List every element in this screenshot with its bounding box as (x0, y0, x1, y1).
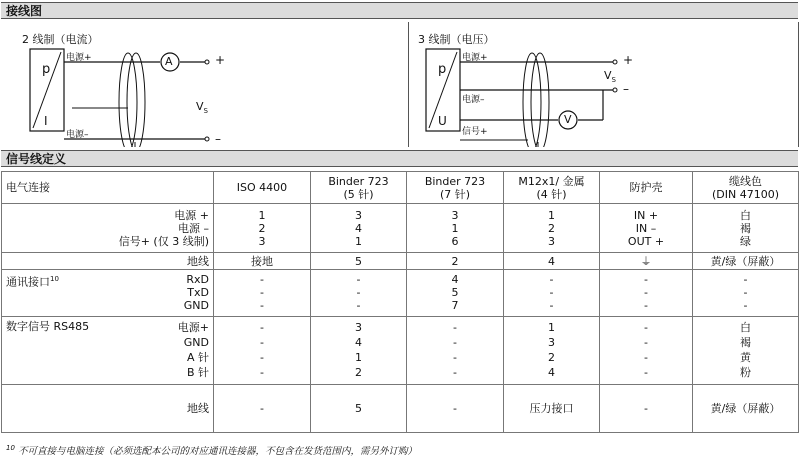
three-wire-signal-plus: 信号+ (462, 127, 488, 137)
header-shell: 防护壳 (600, 172, 693, 204)
three-wire-minus: – (623, 82, 629, 96)
two-wire-power-plus: 电源+ (66, 53, 92, 63)
comm-color: - - - (693, 270, 799, 317)
header-connection: 电气连接 (2, 172, 214, 204)
ground-iso: 接地 (214, 253, 311, 270)
ground-m12: 4 (504, 253, 600, 270)
three-wire-diagram (408, 22, 799, 147)
two-wire-box-top: p (42, 62, 51, 77)
voltmeter-symbol: V (564, 113, 572, 126)
table-row-rs485 (2, 317, 799, 385)
three-wire-power-plus: 电源+ (462, 53, 488, 63)
header-cable-color: 缆线色 (DIN 47100) (693, 172, 799, 204)
comm-pins: RxD TxD GND (183, 273, 209, 312)
ground2-binder7: - (407, 385, 504, 433)
three-wire-plus: + (623, 53, 634, 67)
ground-symbol-icon: ⏚ (600, 253, 693, 270)
comm-footnote-ref: 10 (50, 275, 59, 283)
ground-binder5: 5 (311, 253, 407, 270)
rs485-cell (2, 317, 214, 385)
footnote-text: 不可直接与电脑连接（必须选配本公司的对应通讯连接器，不包含在发货范围内，需另外订购） (17, 446, 417, 457)
power-labels: 电源 + 电源 – 信号+ (仅 3 线制) (2, 204, 214, 253)
comm-binder7: 4 5 7 (407, 270, 504, 317)
rs485-label: 数字信号 RS485 (6, 320, 90, 333)
three-wire-vs: $V_S$ (604, 69, 616, 85)
header-binder7: Binder 723 (7 针) (407, 172, 504, 204)
footnote-number: 10 (6, 443, 15, 452)
comm-m12: - - - (504, 270, 600, 317)
rs485-iso: - - - - (214, 317, 311, 385)
wiring-section-title: 接线图 (1, 2, 798, 19)
table-row-ground (2, 253, 799, 270)
table-row-power (2, 204, 799, 253)
rs485-binder5: 3 4 1 2 (311, 317, 407, 385)
two-wire-power-minus: 电源– (66, 130, 89, 140)
table-row-ground2 (2, 385, 799, 433)
two-wire-minus: – (215, 132, 221, 146)
ground-binder7: 2 (407, 253, 504, 270)
ground2-iso: - (214, 385, 311, 433)
three-wire-box-top: p (438, 62, 447, 77)
comm-cell (2, 270, 214, 317)
ground2-m12: 压力接口 (504, 385, 600, 433)
ground-label: 地线 (2, 253, 214, 270)
footnote (6, 443, 417, 457)
three-wire-power-minus: 电源– (462, 95, 485, 105)
signal-section-title: 信号线定义 (1, 150, 798, 167)
ground2-label: 地线 (2, 385, 214, 433)
rs485-m12: 1 3 2 4 (504, 317, 600, 385)
two-wire-diagram (0, 22, 409, 147)
power-binder5: 3 4 1 (311, 204, 407, 253)
ammeter-symbol: A (165, 55, 173, 68)
header-binder5: Binder 723 (5 针) (311, 172, 407, 204)
three-wire-title: 3 线制（电压） (418, 33, 495, 46)
two-wire-title: 2 线制（电流） (22, 33, 99, 46)
three-wire-box-bottom: U (438, 114, 447, 128)
two-wire-schematic (0, 22, 408, 147)
two-wire-vs: $V_S$ (196, 100, 208, 116)
header-iso4400: ISO 4400 (214, 172, 311, 204)
rs485-color: 白 褐 黄 粉 (693, 317, 799, 385)
table-header-row (2, 172, 799, 204)
power-binder7: 3 1 6 (407, 204, 504, 253)
power-m12: 1 2 3 (504, 204, 600, 253)
ground2-binder5: 5 (311, 385, 407, 433)
ground2-shell: - (600, 385, 693, 433)
rs485-binder7: - - - - (407, 317, 504, 385)
ground-color: 黄/绿（屏蔽） (693, 253, 799, 270)
header-m12: M12x1/ 金属 (4 针) (504, 172, 600, 204)
two-wire-plus: + (215, 53, 226, 67)
comm-shell: - - - (600, 270, 693, 317)
comm-label: 通讯接口 (6, 275, 50, 289)
power-shell: IN + IN – OUT + (600, 204, 693, 253)
table-row-comm (2, 270, 799, 317)
power-color: 白 褐 绿 (693, 204, 799, 253)
ground2-color: 黄/绿（屏蔽） (693, 385, 799, 433)
comm-binder5: - - - (311, 270, 407, 317)
rs485-shell: - - - - (600, 317, 693, 385)
signal-definition-table (1, 171, 799, 433)
rs485-pins: 电源+ GND A 针 B 针 (177, 321, 209, 379)
power-iso: 1 2 3 (214, 204, 311, 253)
two-wire-box-bottom: I (44, 114, 48, 128)
comm-iso: - - - (214, 270, 311, 317)
